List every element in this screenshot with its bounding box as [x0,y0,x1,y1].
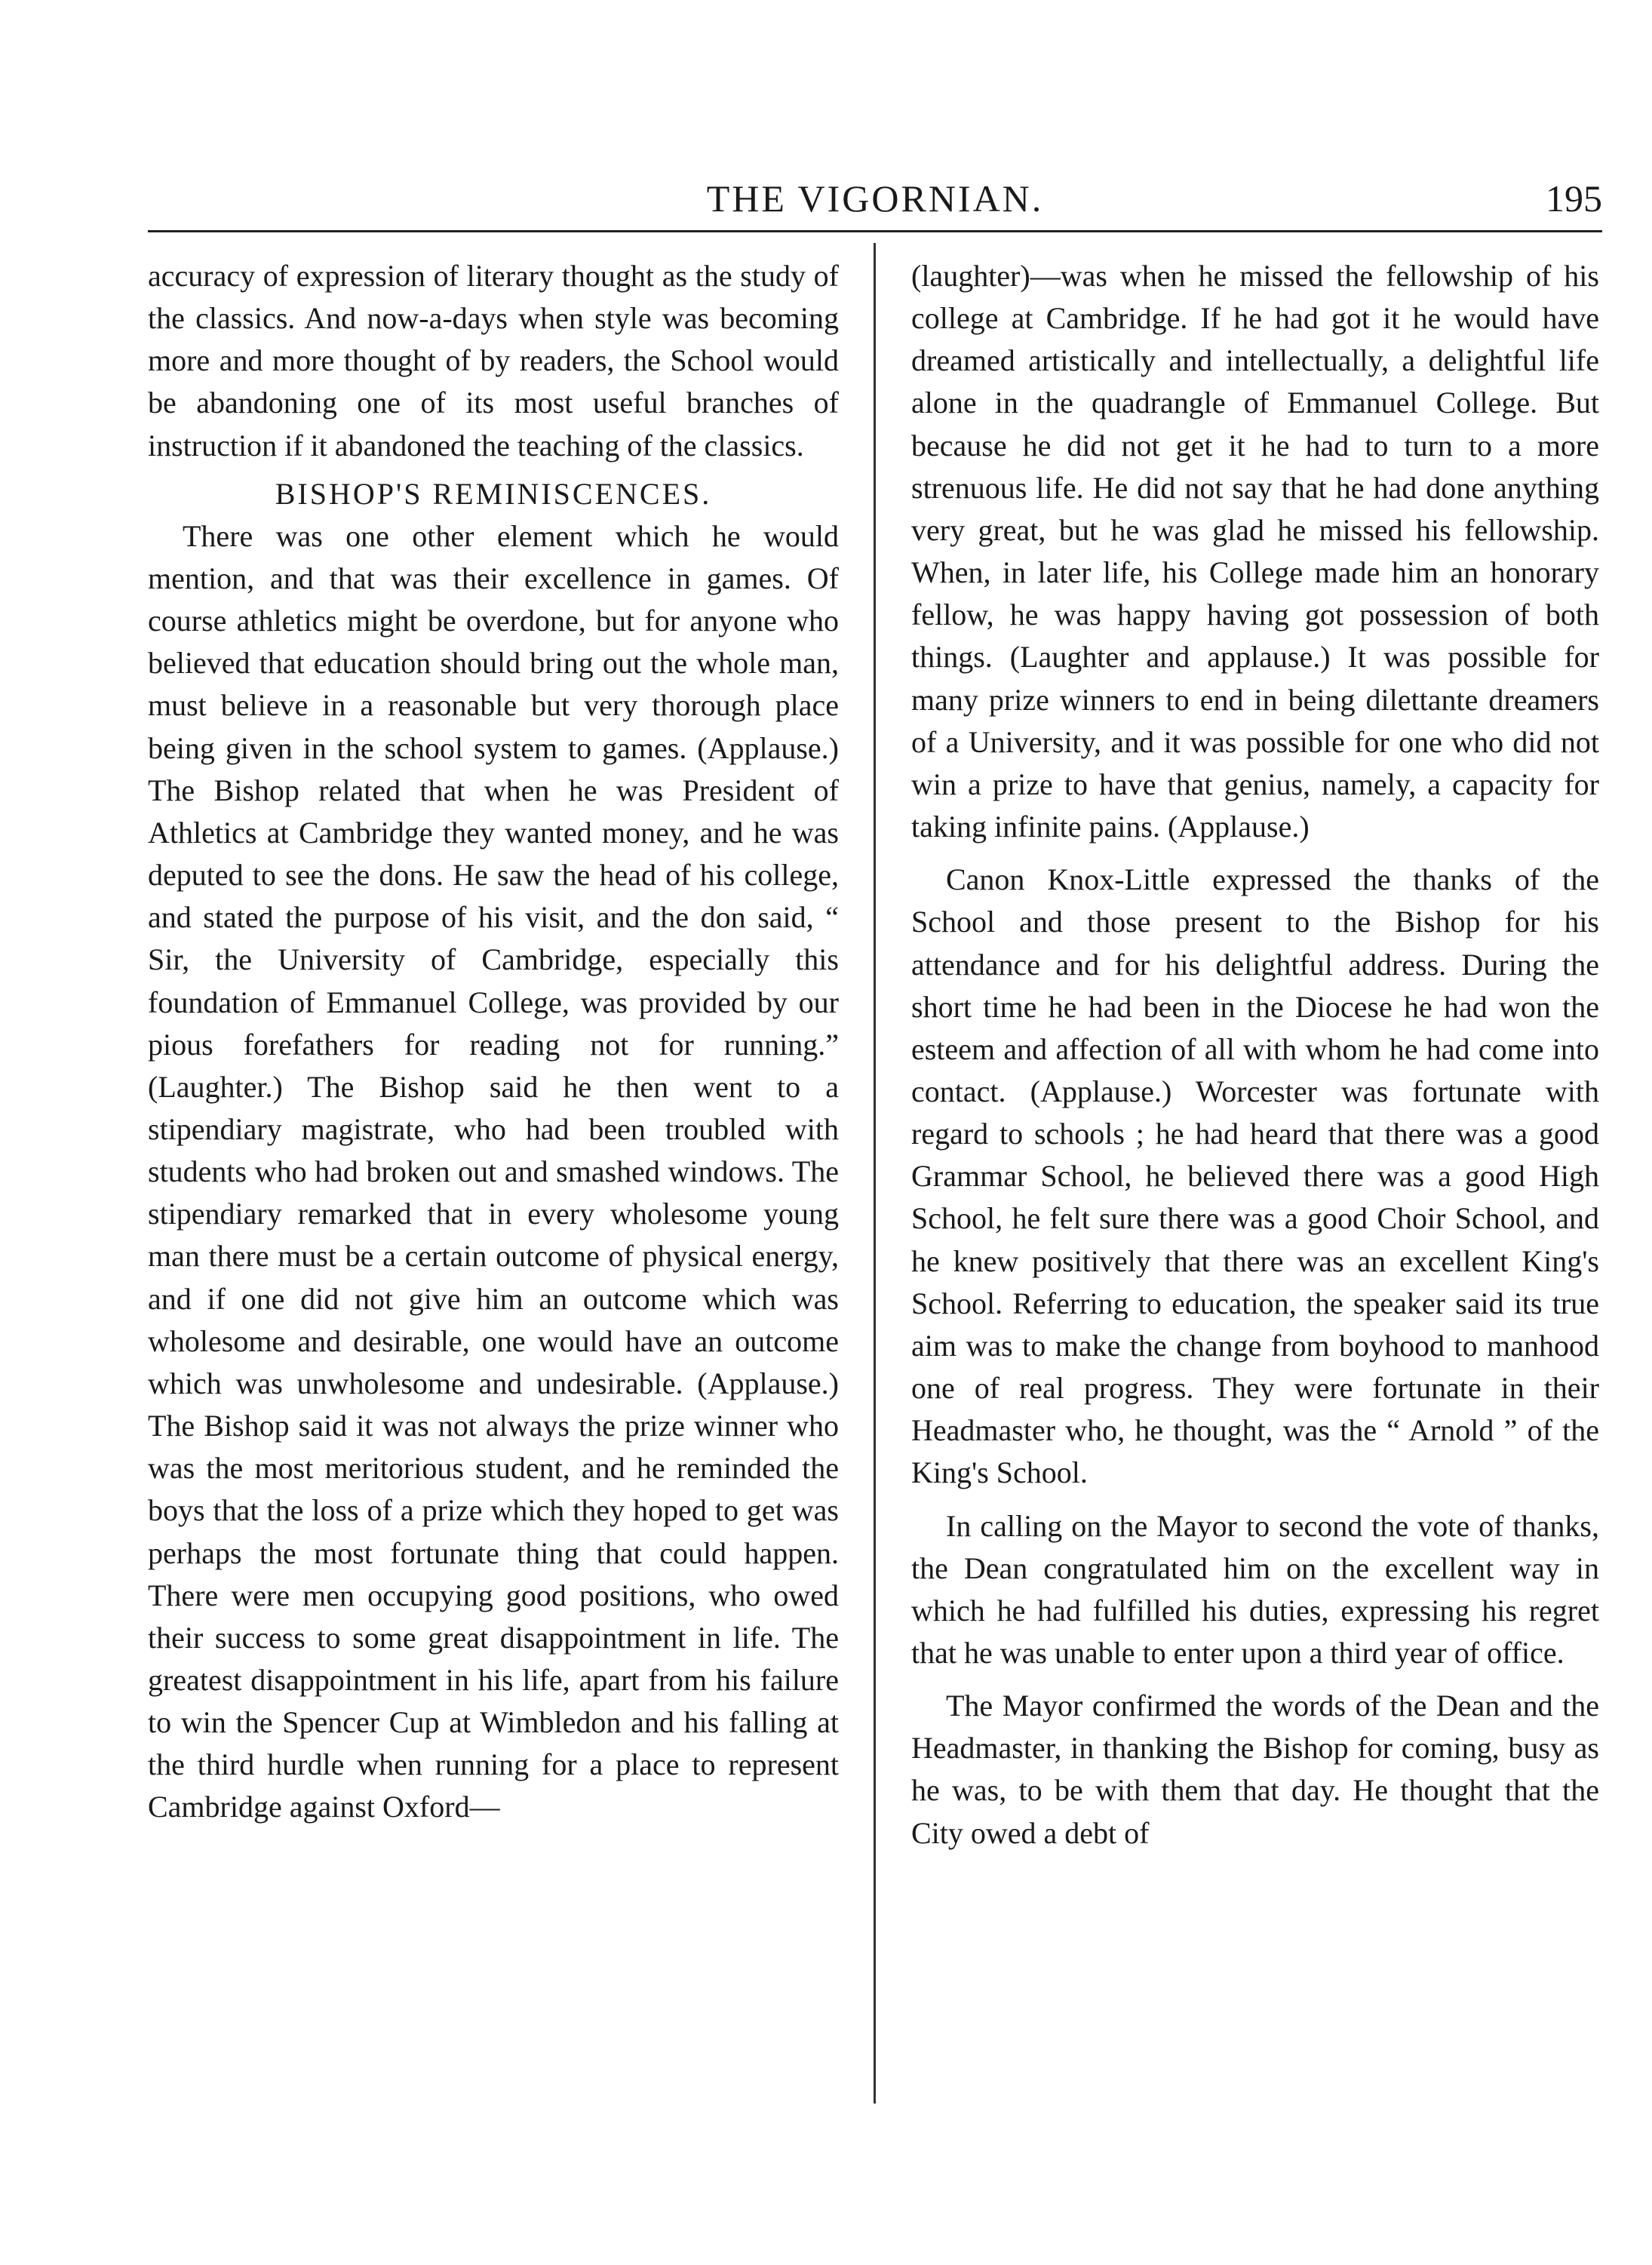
right-paragraph-2: Canon Knox-Little expressed the thanks of the School and those present to the Bishop for his attendance and for his delightful address. During the short time he had been in the Diocese he had won the esteem and affection of all with whom he had come into contact. (Applause.) Worcester was fortunate with regard to schools ; he had heard that there was a good Grammar School, he believed there was a good High School, he felt sure there was a good Choir School, and he knew positively that there was an excellent King's School. Referring to education, the speaker said its true aim was to make the change from boyhood to manhood one of real progress. They were fortunate in their Headmaster who, he thought, was the “ Arnold ” of the King's School. [911,862,1599,1490]
journal-title: THE VIGORNIAN. [706,177,1044,220]
header-rule [148,230,1602,232]
page-number: 195 [1546,177,1602,220]
page-header [148,172,1602,232]
section-heading: BISHOP'S REMINISCENCES. [275,476,712,511]
right-column [911,255,1599,1855]
left-column [148,255,839,1829]
column-divider [874,243,876,2104]
right-paragraph-1: (laughter)—was when he missed the fellowship of his college at Cambridge. If he had got it he would have dreamed artistically and intellectually, a delightful life alone in the quadrangle of Emmanuel College. But because he did not get it he had to turn to a more strenuous life. He did not say that he had done anything very great, but he was glad he missed his fellowship. When, in later life, his College made him an honorary fellow, he was happy having got possession of both things. (Laughter and applause.) It was possible for many prize winners to end in being dilettante dreamers of a University, and it was possible for one who did not win a prize to have that genius, namely, a capacity for taking infinite pains. (Applause.) [911,259,1599,844]
left-paragraph-2: There was one other element which he would mention, and that was their excellence in games. Of course athletics might be overdone, but for anyone who believed that education should bring out the whole man, must believe in a reasonable but very thorough place being given in the school system to games. (Applause.) The Bishop related that when he was President of Athletics at Cambridge they wanted money, and he was deputed to see the dons. He saw the head of his college, and stated the purpose of his visit, and the don said, “ Sir, the University of Cambridge, especially this foundation of Emmanuel College, was provided by our pious forefathers for reading not for running.” (Laughter.) The Bishop said he then went to a stipendiary magistrate, who had been troubled with students who had broken out and smashed windows. The stipendiary remarked that in every wholesome young man there must be a certain outcome of physical energy, and if one did not give him an outcome which was wholesome and desirable, one would have an outcome which was unwholesome and undesirable. (Applause.) The Bishop said it was not always the prize winner who was the most meritorious student, and he reminded the boys that the loss of a prize which they hoped to get was perhaps the most fortunate thing that could happen. There were men occupying good positions, who owed their success to some great disappointment in life. The greatest disappointment in his life, apart from his failure to win the Spencer Cup at Wimbledon and his falling at the third hurdle when running for a place to represent Cambridge against Oxford— [148,518,839,1824]
right-paragraph-3: In calling on the Mayor to second the vote of thanks, the Dean congratulated him on the excellent way in which he had fulfilled his duties, expressing his regret that he was unable to enter upon a third year of office. [911,1508,1599,1670]
right-paragraph-4: The Mayor confirmed the words of the Dean and the Headmaster, in thanking the Bishop for coming, busy as he was, to be with them that day. He thought that the City owed a debt of [911,1689,1599,1850]
left-paragraph-1: accuracy of expression of literary thought as the study of the classics. And now-a-days when style was becoming more and more thought of by readers, the School would be abandoning one of its most useful branches of instruction if it abandoned the teaching of the classics. [148,259,839,463]
